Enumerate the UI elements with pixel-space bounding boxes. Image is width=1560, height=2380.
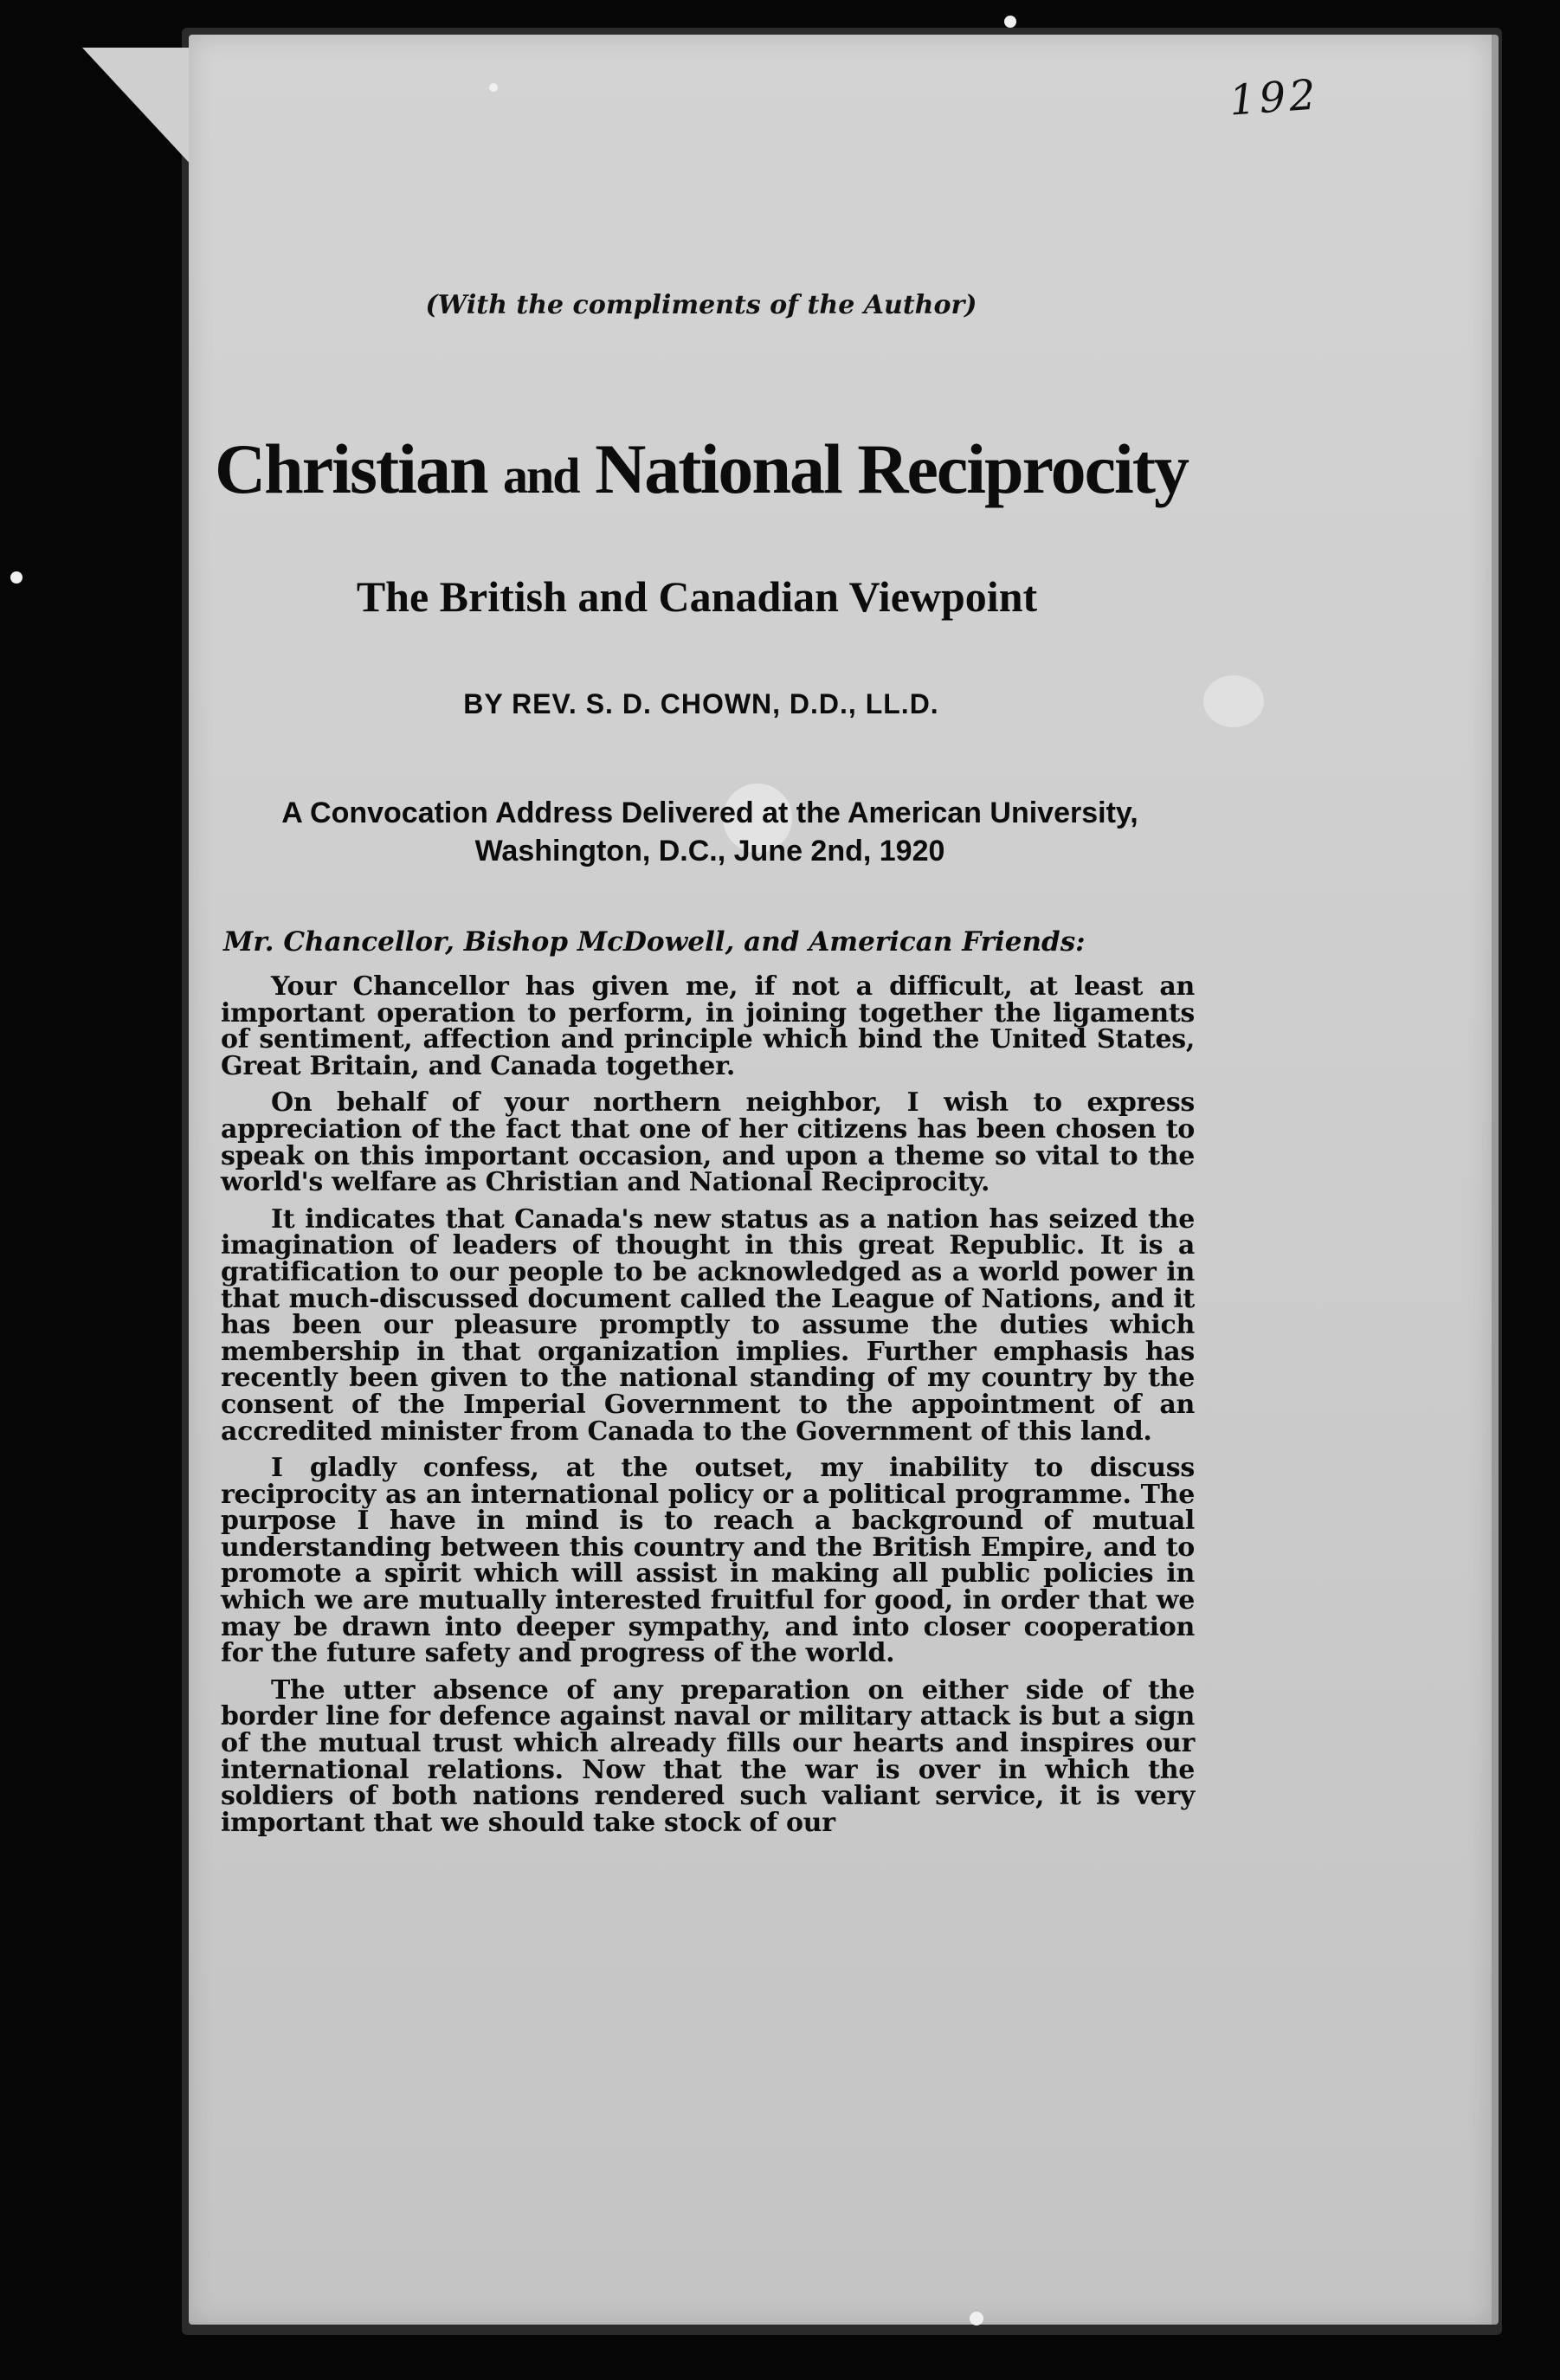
scan-speck xyxy=(1203,675,1264,727)
document-subtitle: The British and Canadian Viewpoint xyxy=(356,572,1038,621)
paragraph: The utter absence of any preparation on either side of the border line for defence against naval or military attack is but a sign of the mutual trust which already fills our hearts and inspires our international relations. Now that the war is over in which the soldiers of both nations rendered such valiant service, it is very important that we should take stock of our xyxy=(221,1674,1195,1838)
paragraph: It indicates that Canada's new status as a nation has seized the imagination of leaders of thought in this great Republic. It is a gratification to our people to be acknowledged as a world power in that much-discussed document called the League of Nations, and it has been our pleasure promptly to assume the duties which membership in that organization implies. Further emphasis has recently been given to the national standing of my country by the consent of the Imperial Government to the appointment of an accredited minister from Canada to the Government of this land. xyxy=(221,1203,1195,1447)
scan-speck xyxy=(970,2312,983,2325)
body-text xyxy=(221,971,1195,1847)
paragraph: On behalf of your northern neighbor, I wish to express appreciation of the fact that one of her citizens has been chosen to speak on this important occasion, and upon a theme so vital to the world's welfare as Christian and National Reciprocity. xyxy=(221,1087,1195,1198)
salutation: Mr. Chancellor, Bishop McDowell, and American Friends: xyxy=(223,926,1086,958)
convocation-line-1: A Convocation Address Delivered at the American University, xyxy=(281,797,1138,829)
scan-speck xyxy=(1004,16,1016,28)
author-byline: BY REV. S. D. CHOWN, D.D., LL.D. xyxy=(463,688,939,719)
title-part-1: Christian xyxy=(214,429,487,508)
compliments-line: (With the compliments of the Author) xyxy=(425,290,977,320)
scan-speck xyxy=(10,571,23,584)
page-corner-flap xyxy=(82,48,195,169)
paragraph: Your Chancellor has given me, if not a difficult, at least an important operation to perform, in joining together the ligaments of sentiment, affection and principle which bind the United States, Great Britain, and Canada together. xyxy=(221,971,1195,1081)
title-conjunction: and xyxy=(503,448,579,504)
handwritten-annotation: 192 xyxy=(1228,70,1321,126)
title-part-2: National Reciprocity xyxy=(595,429,1189,508)
paragraph: I gladly confess, at the outset, my inability to discuss reciprocity as an international policy or a political programme. The purpose I have in mind is to reach a background of mutual understanding between this country and the British Empire, and to promote a spirit which will assist in making all public policies in which we are mutually interested fruitful for good, in order that we may be drawn into deeper sympathy, and into closer cooperation for the future safety and progress of the world. xyxy=(221,1453,1195,1669)
scan-speck xyxy=(489,83,498,92)
document-title xyxy=(208,429,1195,510)
convocation-note xyxy=(242,794,1177,870)
convocation-line-2: Washington, D.C., June 2nd, 1920 xyxy=(474,835,945,868)
